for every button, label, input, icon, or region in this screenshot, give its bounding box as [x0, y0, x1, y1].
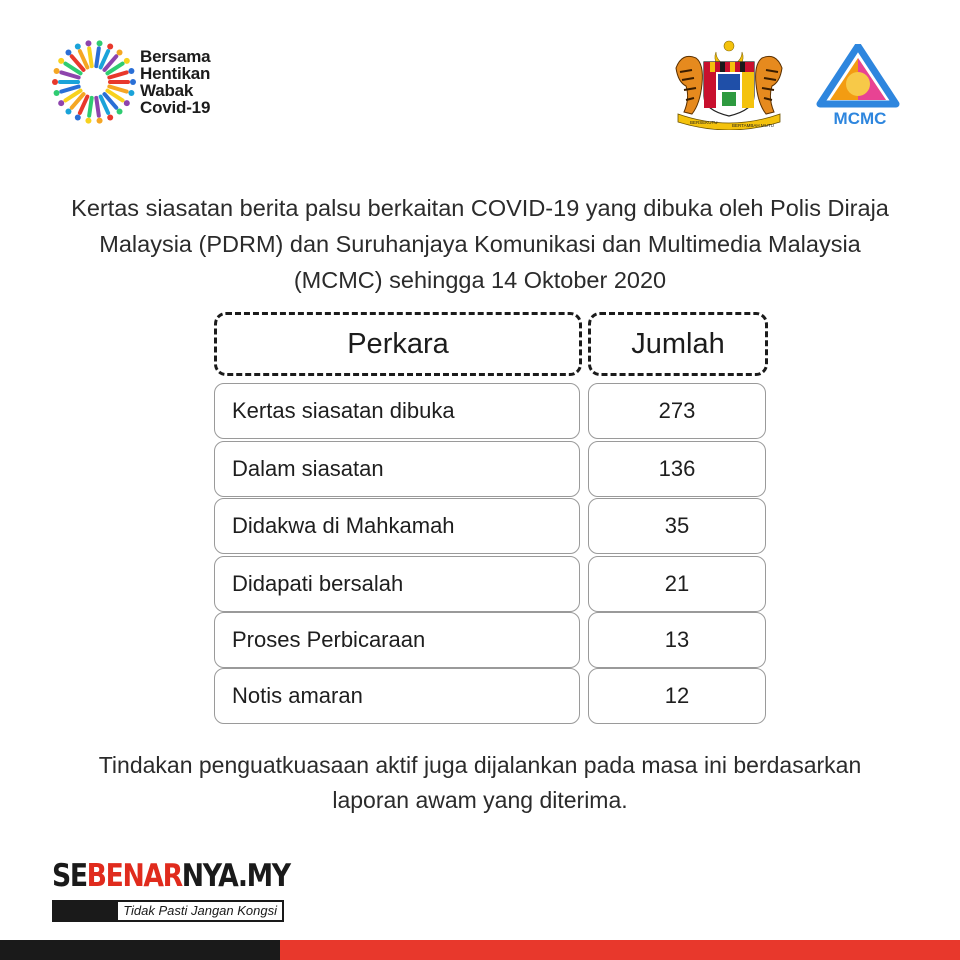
column-header-jumlah: Jumlah	[588, 312, 768, 376]
sunburst-dot	[117, 50, 123, 56]
sunburst-dot	[54, 68, 60, 74]
sunburst-dot	[124, 58, 130, 64]
campaign-line-3: Wabak	[140, 81, 194, 100]
tagline-bar	[52, 900, 284, 922]
row-value-6: 12	[588, 668, 766, 724]
campaign-line-1: Bersama	[140, 47, 211, 66]
row-item-1: Kertas siasatan dibuka	[214, 383, 580, 439]
row-item-3: Didakwa di Mahkamah	[214, 498, 580, 554]
sunburst-icon	[52, 40, 136, 124]
sunburst-dot	[97, 40, 103, 46]
sunburst-dot	[75, 114, 81, 120]
sebenarnya-logo	[52, 858, 292, 924]
sunburst-dot	[124, 100, 130, 106]
row-item-6: Notis amaran	[214, 668, 580, 724]
column-header-perkara: Perkara	[214, 312, 582, 376]
sunburst-dot	[58, 58, 64, 64]
wordmark-part-3: NYA.MY	[181, 858, 290, 894]
sunburst-dot	[128, 90, 134, 96]
sunburst-ray	[89, 98, 92, 116]
campaign-logo-text	[140, 48, 210, 116]
campaign-line-4: Covid-19	[140, 98, 211, 117]
sunburst-ray	[96, 98, 99, 116]
coat-of-arms-icon	[670, 38, 788, 130]
sunburst-ray	[89, 48, 92, 66]
row-value-5: 13	[588, 612, 766, 668]
sunburst-ray	[61, 72, 78, 77]
sunburst-ray	[96, 48, 99, 66]
sunburst-dot	[85, 40, 91, 46]
campaign-line-2: Hentikan	[140, 64, 211, 83]
bottom-color-strip	[0, 940, 960, 960]
row-item-2: Dalam siasatan	[214, 441, 580, 497]
sebenarnya-wordmark	[52, 858, 290, 894]
wordmark-part-1: SE	[52, 858, 87, 894]
mcmc-logo	[808, 44, 912, 128]
sunburst-dot	[97, 118, 103, 124]
sunburst-dot	[65, 108, 71, 114]
mcmc-logo-text: MCMC	[833, 109, 887, 128]
row-item-4: Didapati bersalah	[214, 556, 580, 612]
sunburst-dot	[128, 68, 134, 74]
footnote: Tindakan penguatkuasaan aktif juga dijalankan pada masa ini berdasarkan laporan awam yang diterima.	[98, 752, 862, 813]
sunburst-dot	[117, 108, 123, 114]
bottom-strip-dark	[0, 940, 280, 960]
bottom-strip-red	[280, 940, 960, 960]
sunburst-ray	[109, 72, 126, 77]
sunburst-ray	[109, 87, 126, 92]
row-value-3: 35	[588, 498, 766, 554]
row-value-4: 21	[588, 556, 766, 612]
row-value-2: 136	[588, 441, 766, 497]
sunburst-dot	[107, 44, 113, 50]
wordmark-part-2: BENAR	[86, 858, 182, 894]
row-value-1: 273	[588, 383, 766, 439]
tagline: Tidak Pasti Jangan Kongsi	[118, 902, 282, 920]
sunburst-dot	[107, 114, 113, 120]
row-item-5: Proses Perbicaraan	[214, 612, 580, 668]
sunburst-dot	[54, 90, 60, 96]
sunburst-dot	[85, 118, 91, 124]
sunburst-dot	[130, 79, 136, 85]
sunburst-dot	[52, 79, 58, 85]
sunburst-dot	[58, 100, 64, 106]
headline: Kertas siasatan berita palsu berkaitan COVID-19 yang dibuka oleh Polis Diraja Malaysia (PDRM) dan Suruhanjaya Komunikasi dan Multimedia Malaysia (MCMC) sehingga 14 Oktober 2020	[71, 195, 889, 293]
crest-motto-right: BERTAMBAH MUTU	[732, 123, 774, 128]
campaign-logo	[52, 40, 252, 130]
crest-motto-left: BERSEKUTU	[690, 120, 718, 125]
sunburst-dot	[75, 44, 81, 50]
sunburst-ray	[61, 87, 78, 92]
sunburst-dot	[65, 50, 71, 56]
